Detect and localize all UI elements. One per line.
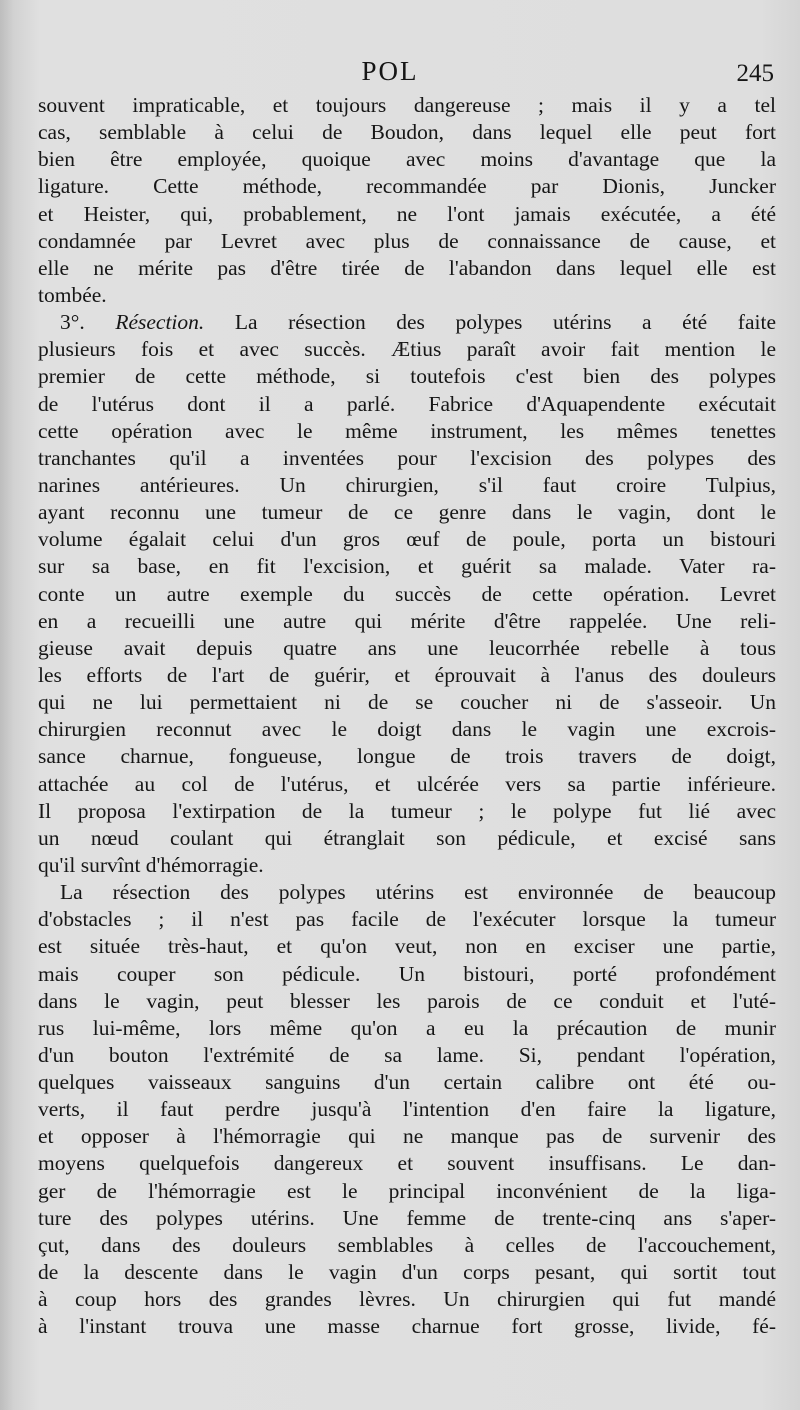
text-line: sance charnue, fongueuse, longue de trois travers de doigt, — [38, 744, 776, 769]
text-line: mais couper son pédicule. Un bistouri, porté profondément — [38, 961, 776, 986]
text-line: elle ne mérite pas d'être tirée de l'abandon dans lequel elle est — [38, 255, 776, 280]
text-line: volume égalait celui d'un gros œuf de poule, porta un bistouri — [38, 527, 776, 552]
text-line: moyens quelquefois dangereux et souvent insuffisans. Le dan- — [38, 1151, 776, 1176]
text-line: est située très-haut, et qu'on veut, non en exciser une partie, — [38, 934, 776, 959]
text-line: souvent impraticable, et toujours dangereuse ; mais il y a tel — [38, 93, 776, 117]
section-heading: Résection. — [115, 310, 205, 335]
text-line: ger de l'hémorragie est le principal inconvénient de la liga- — [38, 1178, 776, 1203]
text-line: plusieurs fois et avec succès. Ætius paraît avoir fait mention le — [38, 337, 776, 362]
text-line: qu'il survînt d'hémorragie. — [38, 852, 264, 877]
text-line: et opposer à l'hémorragie qui ne manque pas de survenir des — [38, 1124, 776, 1149]
text-line: ture des polypes utérins. Une femme de trente-cinq ans s'aper- — [38, 1205, 776, 1230]
text-line: à l'instant trouva une masse charnue fort grosse, livide, fé- — [38, 1314, 776, 1339]
text-line: narines antérieures. Un chirurgien, s'il faut croire Tulpius, — [38, 472, 776, 497]
text-line: sur sa base, en fit l'excision, et guérit sa malade. Vater ra- — [38, 554, 776, 579]
text-line: cas, semblable à celui de Boudon, dans lequel elle peut fort — [38, 120, 776, 145]
text-line: conte un autre exemple du succès de cette opération. Levret — [38, 581, 776, 606]
text-line: de l'utérus dont il a parlé. Fabrice d'Aquapendente exécutait — [38, 391, 776, 416]
text-line: bien être employée, quoique avec moins d'avantage que la — [38, 147, 776, 172]
text-line: cette opération avec le même instrument, les mêmes tenettes — [38, 418, 776, 443]
text-line: çut, dans des douleurs semblables à celles de l'accouchement, — [38, 1232, 776, 1257]
text-line: condamnée par Levret avec plus de connaissance de cause, et — [38, 228, 776, 253]
text-line: rus lui-même, lors même qu'on a eu la précaution de munir — [38, 1015, 776, 1040]
text-line — [38, 309, 776, 336]
text-line: attachée au col de l'utérus, et ulcérée vers sa partie inférieure. — [38, 771, 776, 796]
text-line: les efforts de l'art de guérir, et éprouvait à l'anus des douleurs — [38, 662, 776, 687]
text-line: verts, il faut perdre jusqu'à l'intention d'en faire la ligature, — [38, 1097, 776, 1122]
text-line: quelques vaisseaux sanguins d'un certain calibre ont été ou- — [38, 1070, 776, 1095]
text-line: ayant reconnu une tumeur de ce genre dans le vagin, dont le — [38, 500, 776, 525]
page-header — [0, 56, 800, 92]
text-line: La résection des polypes utérins est environnée de beaucoup — [60, 880, 776, 905]
text-line: ligature. Cette méthode, recommandée par Dionis, Juncker — [38, 174, 776, 199]
text-line: chirurgien reconnut avec le doigt dans le vagin une excrois- — [38, 717, 776, 742]
text-line: en a recueilli une autre qui mérite d'être rappelée. Une reli- — [38, 608, 776, 633]
text-line: d'un bouton l'extrémité de sa lame. Si, pendant l'opération, — [38, 1042, 776, 1067]
section-number: 3°. — [60, 310, 116, 335]
page-number: 245 — [736, 60, 774, 87]
text-line: tranchantes qu'il a inventées pour l'excision des polypes des — [38, 445, 776, 470]
text-line: Il proposa l'extirpation de la tumeur ; le polype fut lié avec — [38, 798, 776, 823]
text-line: dans le vagin, peut blesser les parois de ce conduit et l'uté- — [38, 988, 776, 1013]
text-line: de la descente dans le vagin d'un corps pesant, qui sortit tout — [38, 1260, 776, 1285]
text-line: un nœud coulant qui étranglait son pédicule, et excisé sans — [38, 825, 776, 850]
running-head: POL — [361, 56, 419, 86]
text-line: et Heister, qui, probablement, ne l'ont jamais exécutée, a été — [38, 201, 776, 226]
line-text: La résection des polypes utérins a été faite — [204, 310, 776, 335]
body-text — [38, 92, 776, 1340]
text-line: gieuse avait depuis quatre ans une leucorrhée rebelle à tous — [38, 635, 776, 660]
text-line: premier de cette méthode, si toutefois c'est bien des polypes — [38, 364, 776, 389]
text-line: d'obstacles ; il n'est pas facile de l'exécuter lorsque la tumeur — [38, 907, 776, 932]
text-line: qui ne lui permettaient ni de se coucher ni de s'asseoir. Un — [38, 690, 776, 715]
text-line: à coup hors des grandes lèvres. Un chirurgien qui fut mandé — [38, 1287, 776, 1312]
text-line: tombée. — [38, 282, 107, 307]
